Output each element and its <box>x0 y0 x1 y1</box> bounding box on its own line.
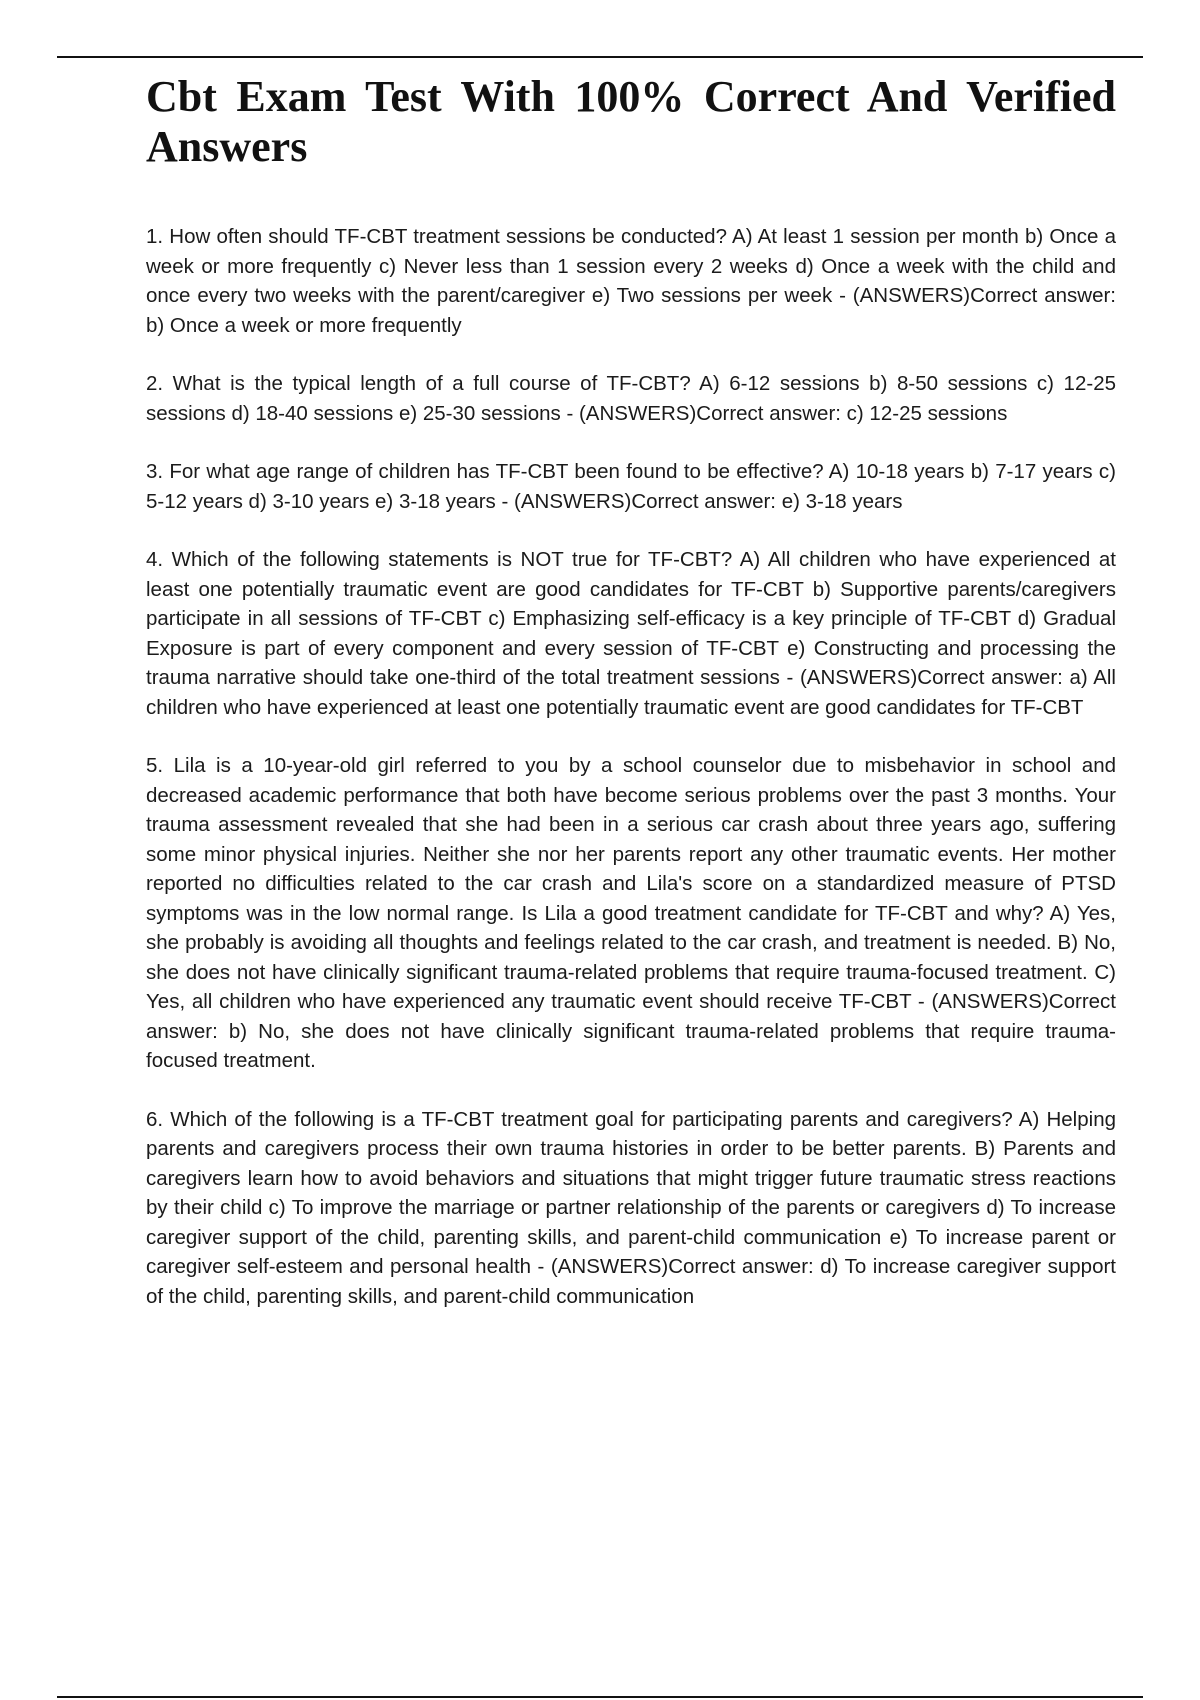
question-1: 1. How often should TF-CBT treatment sessions be conducted? A) At least 1 session per month b) Once a week or more frequently c) Never less than 1 session every 2 weeks d) Once a week with the child and once every two weeks with the parent/caregiver e) Two sessions per week - (ANSWERS)Correct answer: b) Once a week or more frequently <box>146 225 1116 337</box>
document-title: Cbt Exam Test With 100% Correct And Verified Answers <box>146 72 1116 171</box>
question-4: 4. Which of the following statements is NOT true for TF-CBT? A) All children who have experienced at least one potentially traumatic event are good candidates for TF-CBT b) Supportive parents/caregivers participate in all sessions of TF-CBT c) Emphasizing self-efficacy is a key principle of TF-CBT d) Gradual Exposure is part of every component and every session of TF-CBT e) Constructing and processing the trauma narrative should take one-third of the total treatment sessions - (ANSWERS)Correct answer: a) All children who have experienced at least one potentially traumatic event are good candidates for TF-CBT <box>146 548 1116 719</box>
question-6: 6. Which of the following is a TF-CBT treatment goal for participating parents and caregivers? A) Helping parents and caregivers process their own trauma histories in order to be better parents. B) Parents and caregivers learn how to avoid behaviors and situations that might trigger future traumatic stress reactions by their child c) To improve the marriage or partner relationship of the parents or caregivers d) To increase caregiver support of the child, parenting skills, and parent-child communication e) To increase parent or caregiver self-esteem and personal health - (ANSWERS)Correct answer: d) To increase caregiver support of the child, parenting skills, and parent-child communication <box>146 1107 1116 1308</box>
question-2: 2. What is the typical length of a full course of TF-CBT? A) 6-12 sessions b) 8-50 sessions c) 12-25 sessions d) 18-40 sessions e) 25-30 sessions - (ANSWERS)Correct answer: c) 12-25 sessions <box>146 372 1116 425</box>
bottom-rule <box>57 1696 1143 1698</box>
question-3: 3. For what age range of children has TF-CBT been found to be effective? A) 10-18 years b) 7-17 years c) 5-12 years d) 3-10 years e) 3-18 years - (ANSWERS)Correct answer: e) 3-18 years <box>146 460 1116 513</box>
question-5: 5. Lila is a 10-year-old girl referred to you by a school counselor due to misbehavior in school and decreased academic performance that both have become serious problems over the past 3 months. Your trauma assessment revealed that she had been in a serious car crash about three years ago, suffering some minor physical injuries. Neither she nor her parents report any other traumatic events. Her mother reported no difficulties related to the car crash and Lila's score on a standardized measure of PTSD symptoms was in the low normal range. Is Lila a good treatment candidate for TF-CBT and why? A) Yes, she probably is avoiding all thoughts and feelings related to the car crash, and treatment is needed. B) No, she does not have clinically significant trauma-related problems that require trauma-focused treatment. C) Yes, all children who have experienced any traumatic event should receive TF-CBT - (ANSWERS)Correct answer: b) No, she does not have clinically significant trauma-related problems that require trauma-focused treatment. <box>146 754 1116 1072</box>
document-body <box>146 72 1116 1340</box>
top-rule <box>57 56 1143 58</box>
